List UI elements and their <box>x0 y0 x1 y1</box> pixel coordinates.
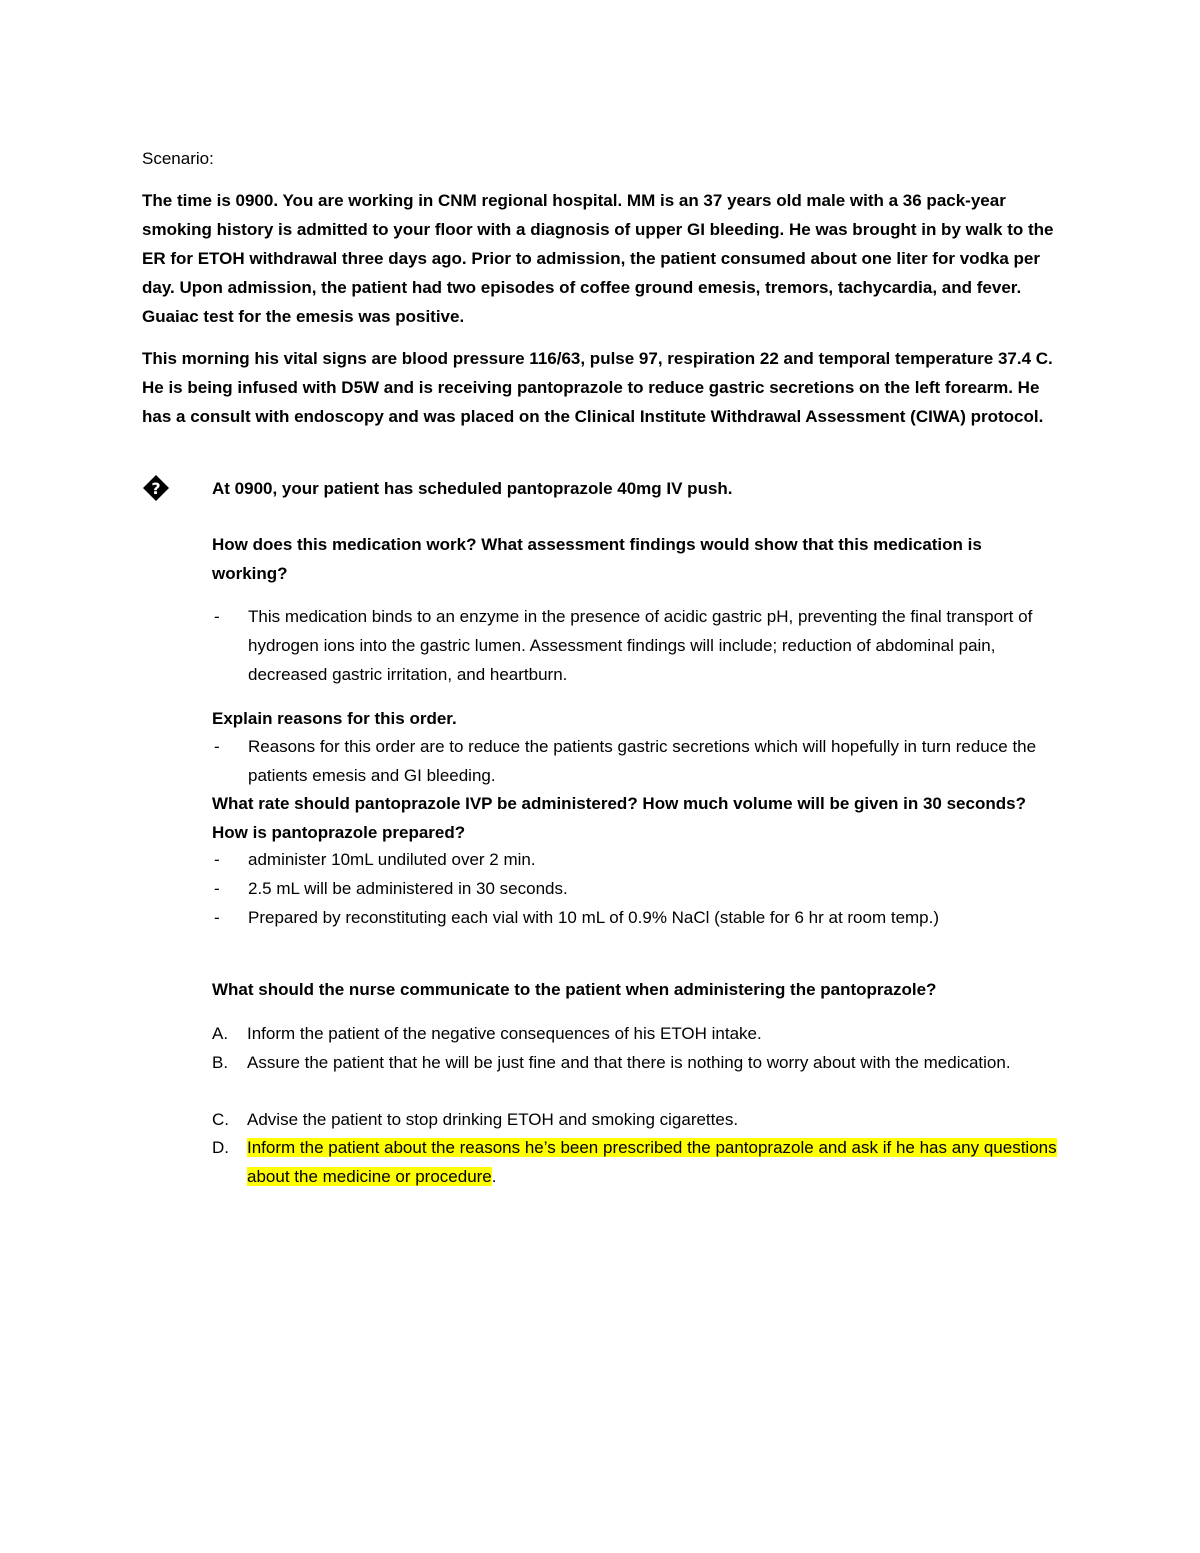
answer-3-item-text: administer 10mL undiluted over 2 min. <box>248 850 536 869</box>
order-line: At 0900, your patient has scheduled pantoprazole 40mg IV push. <box>212 479 733 498</box>
option-letter: C. <box>212 1110 229 1129</box>
dash-marker: - <box>214 737 220 756</box>
answer-3-item <box>214 845 1068 874</box>
answer-3-item-text: Prepared by reconstituting each vial with 10 mL of 0.9% NaCl (stable for 6 hr at room temp.) <box>248 908 940 927</box>
option-letter: A. <box>212 1024 229 1043</box>
scenario-paragraph: The time is 0900. You are working in CNM regional hospital. MM is an 37 years old male with a 36 pack-year smoking history is admitted to your floor with a diagnosis of upper GI bleeding. He was brought in by walk to the ER for ETOH withdrawal three days ago. Prior to admission, the patient consumed about one liter for vodka per day. Upon admission, the patient had two episodes of coffee ground emesis, tremors, tachycardia, and fever. Guaiac test for the emesis was positive. <box>142 191 1054 326</box>
answer-1-text: This medication binds to an enzyme in the presence of acidic gastric pH, preventing the final transport of hydrogen ions into the gastric lumen. Assessment findings will include; reduction of abdominal pain, decreased gastric irritation, and heartburn. <box>248 607 1033 684</box>
option-d <box>212 1133 1062 1191</box>
question-3: What rate should pantoprazole IVP be administered? How much volume will be given in 30 seconds? How is pantoprazole prepared? <box>212 794 1026 842</box>
svg-text:?: ? <box>151 479 161 498</box>
option-b <box>212 1048 1062 1077</box>
answer-2 <box>214 732 1068 790</box>
option-text: Assure the patient that he will be just fine and that there is nothing to worry about with the medication. <box>247 1053 1011 1072</box>
option-letter: B. <box>212 1053 229 1072</box>
answer-3-item <box>214 903 1068 932</box>
option-c <box>212 1105 1062 1134</box>
dash-marker: - <box>214 908 220 927</box>
replacement-character-icon <box>142 474 170 502</box>
question-4: What should the nurse communicate to the patient when administering the pantoprazole? <box>212 980 937 999</box>
dash-marker: - <box>214 607 220 626</box>
answer-3-item-text: 2.5 mL will be administered in 30 seconds. <box>248 879 568 898</box>
question-2: Explain reasons for this order. <box>212 709 457 728</box>
question-1: How does this medication work? What assessment findings would show that this medication is working? <box>212 535 982 583</box>
answer-1 <box>214 602 1068 689</box>
option-text: Advise the patient to stop drinking ETOH and smoking cigarettes. <box>247 1110 739 1129</box>
highlighted-answer: Inform the patient about the reasons he’s been prescribed the pantoprazole and ask if he has any questions about the medicine or procedure <box>247 1138 1057 1186</box>
dash-marker: - <box>214 850 220 869</box>
option-text: Inform the patient of the negative consequences of his ETOH intake. <box>247 1024 762 1043</box>
option-suffix: . <box>491 1167 497 1186</box>
option-letter: D. <box>212 1138 229 1157</box>
dash-marker: - <box>214 879 220 898</box>
vital-signs-paragraph: This morning his vital signs are blood pressure 116/63, pulse 97, respiration 22 and temporal temperature 37.4 C. He is being infused with D5W and is receiving pantoprazole to reduce gastric secretions on the left forearm. He has a consult with endoscopy and was placed on the Clinical Institute Withdrawal Assessment (CIWA) protocol. <box>142 349 1053 426</box>
answer-2-text: Reasons for this order are to reduce the patients gastric secretions which will hopefully in turn reduce the patients emesis and GI bleeding. <box>248 737 1037 785</box>
option-a <box>212 1019 1062 1048</box>
scenario-heading: Scenario: <box>142 149 214 168</box>
option-text <box>247 1133 1062 1191</box>
answer-3-item <box>214 874 1068 903</box>
